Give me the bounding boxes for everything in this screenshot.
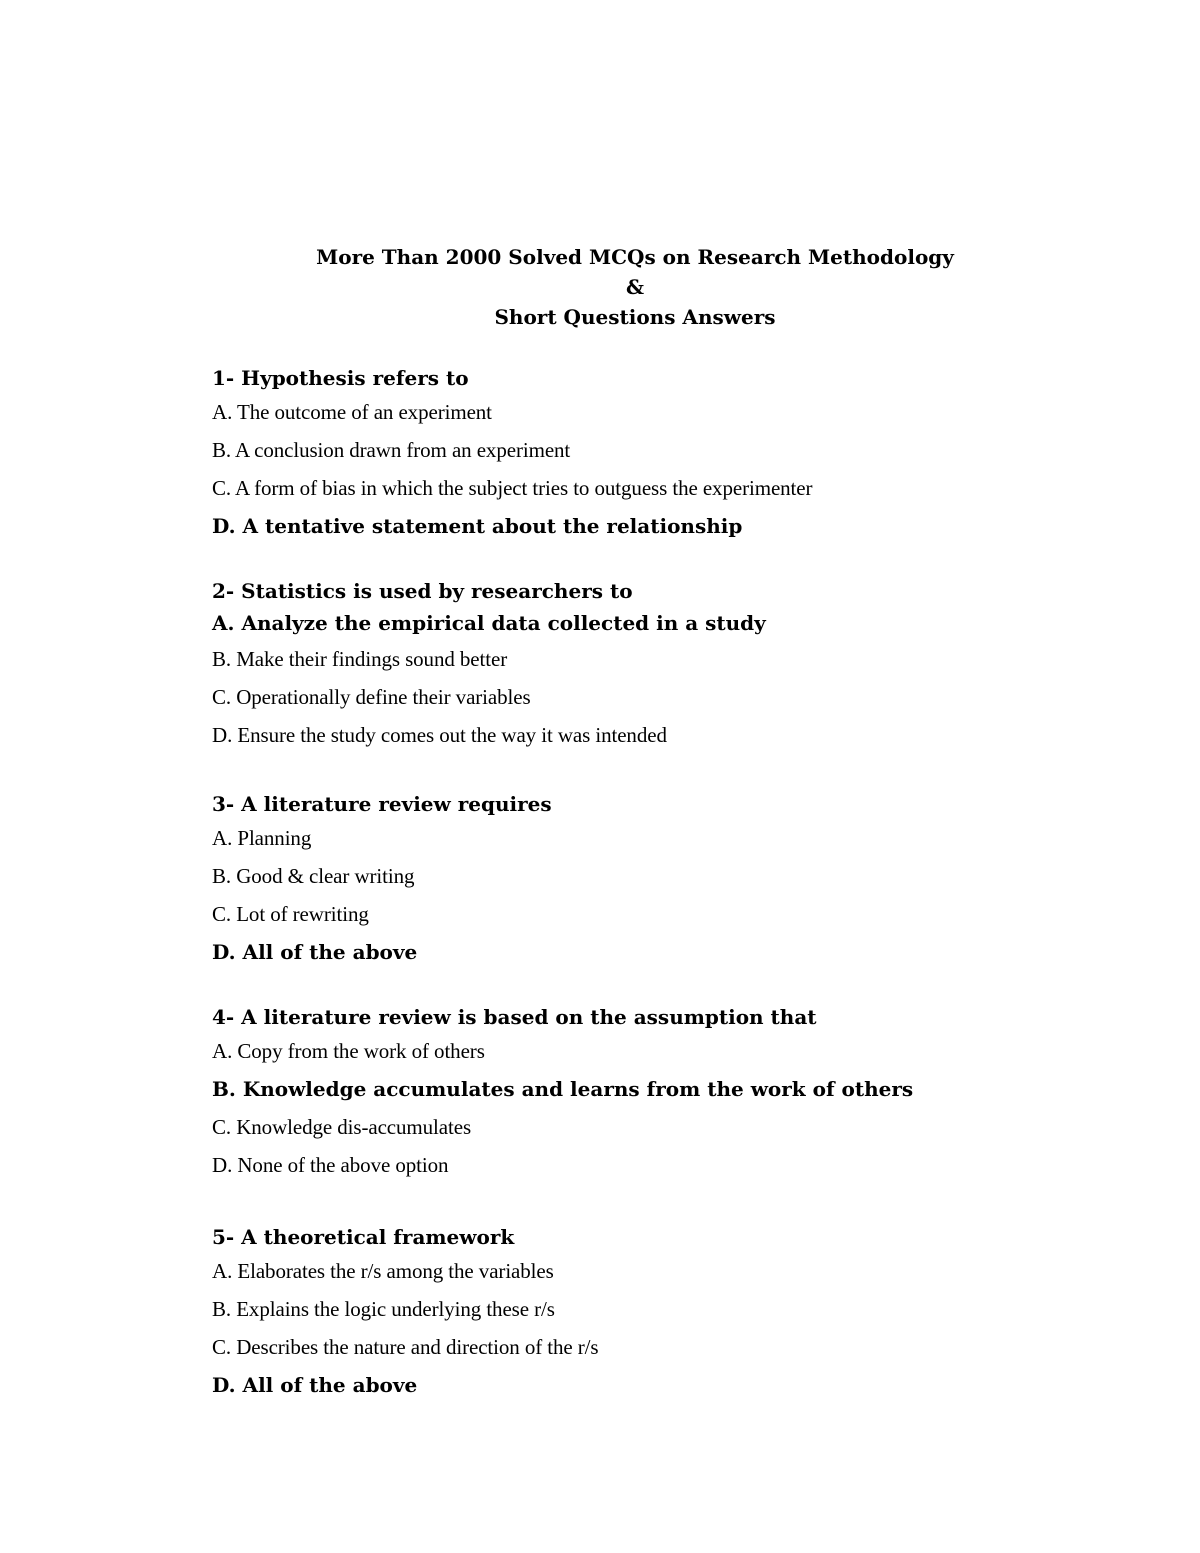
option-a: A. Elaborates the r/s among the variables	[212, 1259, 554, 1283]
option-b: B. Explains the logic underlying these r/s	[212, 1297, 555, 1321]
option-c: C. Lot of rewriting	[212, 902, 369, 926]
title-ampersand: &	[625, 275, 645, 299]
option-d: D. None of the above option	[212, 1153, 449, 1177]
question-2	[212, 576, 1112, 754]
question-text: 1- Hypothesis refers to	[212, 366, 469, 390]
option-b: B. Make their findings sound better	[212, 647, 508, 671]
option-b: B. A conclusion drawn from an experiment	[212, 438, 571, 462]
option-c: C. Operationally define their variables	[212, 685, 531, 709]
option-a-correct: A. Analyze the empirical data collected in a study	[212, 611, 766, 635]
option-a: A. Planning	[212, 826, 312, 850]
question-3	[212, 789, 1112, 971]
document-title: More Than 2000 Solved MCQs on Research Methodology	[316, 245, 954, 269]
question-text: 2- Statistics is used by researchers to	[212, 579, 633, 603]
option-d: D. Ensure the study comes out the way it was intended	[212, 723, 667, 747]
option-c: C. A form of bias in which the subject tries to outguess the experimenter	[212, 476, 813, 500]
option-c: C. Describes the nature and direction of the r/s	[212, 1335, 599, 1359]
option-b-correct: B. Knowledge accumulates and learns from the work of others	[212, 1077, 914, 1101]
option-a: A. Copy from the work of others	[212, 1039, 485, 1063]
question-text: 3- A literature review requires	[212, 792, 552, 816]
option-d-correct: D. A tentative statement about the relationship	[212, 514, 743, 538]
option-d-correct: D. All of the above	[212, 940, 418, 964]
option-c: C. Knowledge dis-accumulates	[212, 1115, 472, 1139]
option-a: A. The outcome of an experiment	[212, 400, 492, 424]
question-5	[212, 1222, 1112, 1404]
document-title-block	[0, 242, 1200, 332]
document-subtitle: Short Questions Answers	[494, 305, 776, 329]
question-text: 4- A literature review is based on the assumption that	[212, 1005, 817, 1029]
question-4	[212, 1002, 1112, 1184]
option-b: B. Good & clear writing	[212, 864, 415, 888]
option-d-correct: D. All of the above	[212, 1373, 418, 1397]
question-1	[212, 363, 1112, 545]
question-text: 5- A theoretical framework	[212, 1225, 515, 1249]
